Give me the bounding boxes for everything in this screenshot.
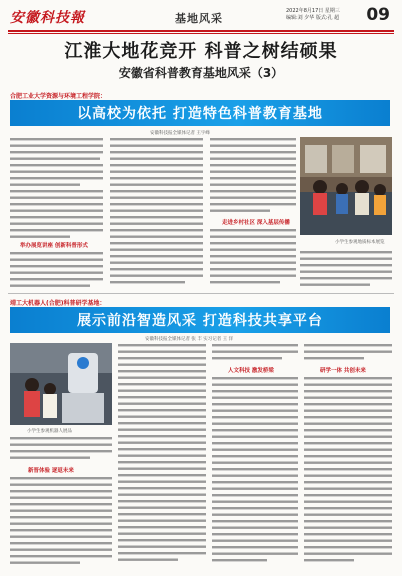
section1-subhead-1: 举办展览讲座 创新科普形式 — [20, 243, 88, 249]
section2-photo-caption: 小学生参观机器人展品 — [27, 429, 72, 434]
section2-column-4 — [304, 343, 392, 365]
section2-column-4b — [304, 376, 392, 568]
section2-column-3 — [212, 343, 298, 365]
section2-byline: 安徽科技报全媒体记者 张 丰 实习记者 王 洋 — [145, 337, 234, 342]
section1-subhead-2: 走进乡村社区 深入基层传播 — [222, 220, 290, 226]
section2-kicker: 靖工大机器人(合肥)科普研学基地： — [10, 300, 106, 307]
text-lines — [304, 376, 392, 568]
section1-column-2 — [110, 137, 203, 289]
text-lines — [110, 137, 203, 289]
section2-photo — [10, 343, 112, 425]
section1-photo — [300, 137, 392, 235]
text-lines — [300, 250, 392, 290]
section2-column-1 — [10, 436, 112, 465]
text-lines — [210, 228, 296, 289]
section1-byline: 安徽科技报全媒体记者 王宇峰 — [150, 131, 210, 136]
issue-editor: 编辑:刘 夕华 版式:孔 超 — [286, 15, 340, 21]
text-lines — [10, 251, 103, 289]
section1-column-4 — [300, 250, 392, 290]
masthead — [10, 6, 85, 28]
section2-subhead-3: 研学一体 共创未来 — [320, 368, 366, 374]
text-lines — [212, 376, 298, 568]
section-divider — [8, 293, 394, 294]
section2-column-1b — [10, 476, 112, 568]
page-number: 09 — [366, 5, 390, 25]
specimen-exhibit-photo — [300, 137, 392, 235]
robot-exhibit-photo — [10, 343, 112, 425]
section2-subhead-1: 新晋体验 逐返未来 — [28, 468, 74, 474]
section1-kicker: 合肥工业大学资源与环境工程学院： — [10, 93, 107, 100]
section1-photo-caption: 小学生参观地质标本展览 — [335, 240, 385, 245]
text-lines — [212, 343, 298, 365]
text-lines — [10, 436, 112, 465]
section-name: 基地风采 — [175, 12, 223, 25]
text-lines — [118, 343, 206, 568]
section2-column-3b — [212, 376, 298, 568]
header-rule-thin — [8, 33, 394, 34]
section1-headline: 以高校为依托 打造特色科普教育基地 — [10, 100, 390, 126]
text-lines — [10, 476, 112, 568]
section2-headline: 展示前沿智造风采 打造科技共享平台 — [10, 307, 390, 333]
issue-info — [286, 8, 340, 22]
header-rule — [8, 30, 394, 32]
page-subtitle: 安徽省科普教育基地风采（3） — [118, 66, 284, 80]
section1-column-3b — [210, 228, 296, 289]
text-lines — [304, 343, 392, 365]
newspaper-logo: 安徽科技報 — [10, 10, 85, 26]
section2-column-2 — [118, 343, 206, 568]
section2-subhead-2: 人文科技 激发桥梁 — [228, 368, 274, 374]
page-title: 江淮大地花竞开 科普之树结硕果 — [64, 41, 338, 62]
issue-date: 2022年8月17日 星期三 — [286, 8, 340, 14]
text-lines — [10, 137, 103, 240]
section1-column-1b — [10, 251, 103, 289]
section1-column-1 — [10, 137, 103, 240]
